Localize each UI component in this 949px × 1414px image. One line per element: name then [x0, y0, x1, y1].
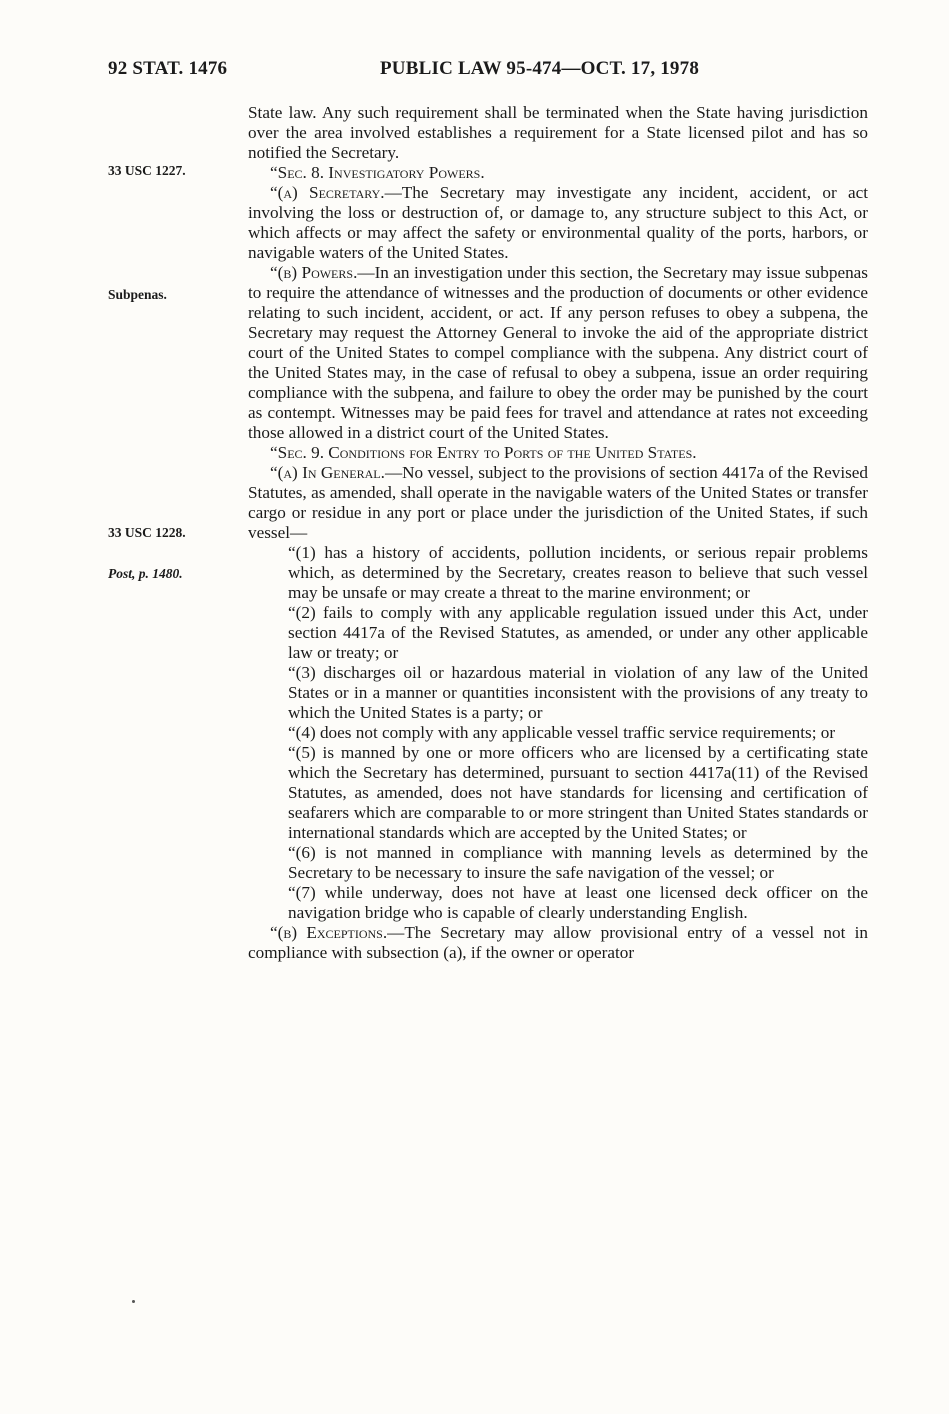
margin-note-usc-1227: 33 USC 1227.	[108, 163, 186, 178]
section-8-b	[248, 263, 868, 443]
continued-paragraph: State law. Any such requirement shall be terminated when the State having jurisdiction over the area involved establishes a requirement for a State licensed pilot and has so notified the Secretary.	[248, 103, 868, 162]
scan-speck	[132, 1300, 135, 1303]
section-9-b-heading: “(b) Exceptions.	[270, 923, 388, 942]
section-8-b-text: —In an investigation under this section, the Secretary may issue subpenas to require the attendance of witnesses and the production of documents or other evidence relating to such incident, accident, or act. If any person refuses to obey a subpena, the Secretary may request the Attorney General to invoke the aid of the appropriate district court of the United States to compel compliance with the subpena. Any district court of the United States may, in the case of refusal to obey a subpena, issue an order requiring compliance with the subpena, and failure to obey the order may be punished by the court as contempt. Witnesses may be paid fees for travel and attendance at rates not exceeding those allowed in a district court of the United States.	[248, 263, 868, 442]
list-item: “(4) does not comply with any applicable vessel traffic service requirements; or	[288, 723, 836, 742]
list-item: “(6) is not manned in compliance with manning levels as determined by the Secretary to be necessary to insure the safe navigation of the vessel; or	[288, 843, 868, 882]
margin-note-subpenas: Subpenas.	[108, 287, 167, 302]
page-law-header: PUBLIC LAW 95-474—OCT. 17, 1978	[380, 58, 700, 79]
margin-note-post: Post, p. 1480.	[108, 566, 183, 581]
section-8-a-text: —The Secretary may investigate any incident, accident, or act involving the loss or destruction of, or damage to, any structure subject to this Act, or which affects or may affect the safety or environmental quality of the ports, harbors, or navigable waters of the United States.	[248, 183, 868, 262]
section-8-title: “Sec. 8. Investigatory Powers.	[270, 163, 485, 182]
statute-body	[248, 103, 868, 963]
section-8-b-heading: “(b) Powers.	[270, 263, 358, 282]
section-9-b-text: —The Secretary may allow provisional entry of a vessel not in compliance with subsection (a), if the owner or operator	[248, 923, 868, 962]
section-8-a	[248, 183, 868, 263]
list-item: “(3) discharges oil or hazardous material in violation of any law of the United States or in a manner or quantities inconsistent with the provisions of any treaty to which the United States is a party; or	[288, 663, 868, 722]
list-item: “(2) fails to comply with any applicable regulation issued under this Act, under section 4417a of the Revised Statutes, as amended, or under any other applicable law or treaty; or	[288, 603, 868, 662]
list-item: “(5) is manned by one or more officers who are licensed by a certificating state which the Secretary has determined, pursuant to section 4417a(11) of the Revised Statutes, as amended, does not have standards for licensing and certification of seafarers which are comparable to or more stringent than United States standards or international standards which are accepted by the United States; or	[288, 743, 868, 842]
list-item: “(7) while underway, does not have at least one licensed deck officer on the navigation bridge who is capable of clearly understanding English.	[288, 883, 868, 922]
page-stat-number: 92 STAT. 1476	[108, 58, 228, 79]
section-8-a-heading: “(a) Secretary.	[270, 183, 385, 202]
section-9-b	[248, 923, 868, 963]
list-item: “(1) has a history of accidents, pollution incidents, or serious repair problems which, as determined by the Secretary, creates reason to believe that such vessel may be unsafe or may create a threat to the marine environment; or	[288, 543, 868, 602]
section-9-a-text: —No vessel, subject to the provisions of section 4417a of the Revised Statutes, as amended, shall operate in the navigable waters of the United States or transfer cargo or residue in any port or place under the jurisdiction of the United States, if such vessel—	[248, 463, 868, 542]
section-9-a	[248, 463, 868, 543]
section-9-a-heading: “(a) In General.	[270, 463, 385, 482]
margin-note-usc-1228: 33 USC 1228.	[108, 525, 186, 540]
section-9-title: “Sec. 9. Conditions for Entry to Ports of the United States.	[270, 443, 697, 462]
